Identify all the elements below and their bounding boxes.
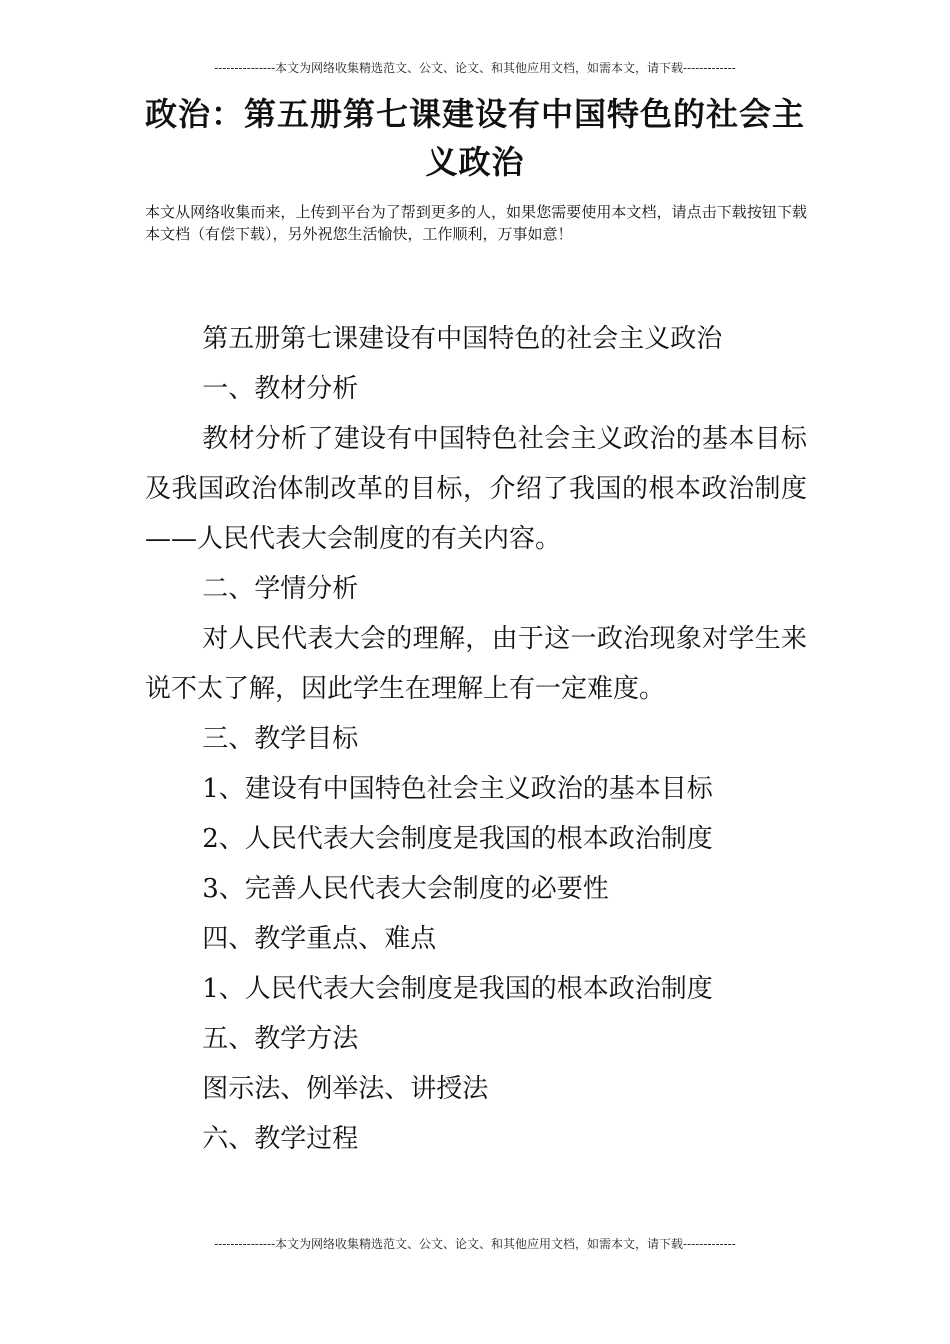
list-item-key-point-1: 1、人民代表大会制度是我国的根本政治制度 xyxy=(202,974,713,1004)
section-heading-teaching-goals: 三、教学目标 xyxy=(202,724,359,754)
document-title: 政治：第五册第七课建设有中国特色的社会主义政治 xyxy=(145,95,806,181)
section-heading-student-analysis: 二、学情分析 xyxy=(202,574,359,604)
paragraph-student-analysis: 对人民代表大会的理解，由于这一政治现象对学生来说不太了解，因此学生在理解上有一定难度。 xyxy=(145,624,807,704)
paragraph-textbook-analysis: 教材分析了建设有中国特色社会主义政治的基本目标及我国政治体制改革的目标，介绍了我国的根本政治制度——人民代表大会制度的有关内容。 xyxy=(145,424,807,554)
intro-notice: 本文从网络收集而来，上传到平台为了帮到更多的人，如果您需要使用本文档，请点击下载按钮下载本文档（有偿下载），另外祝您生活愉快，工作顺利，万事如意！ xyxy=(145,203,807,243)
list-item-goal-1: 1、建设有中国特色社会主义政治的基本目标 xyxy=(202,774,713,804)
section-heading-teaching-process: 六、教学过程 xyxy=(202,1124,359,1154)
list-item-goal-2: 2、人民代表大会制度是我国的根本政治制度 xyxy=(202,824,713,854)
section-heading-key-points: 四、教学重点、难点 xyxy=(202,924,437,954)
section-heading-textbook-analysis: 一、教材分析 xyxy=(202,374,359,404)
page-footer: ---------------本文为网络收集精选范文、公文、论文、和其他应用文档，如需本文，请下载------------- xyxy=(214,1237,736,1251)
paragraph-teaching-methods: 图示法、例举法、讲授法 xyxy=(202,1074,489,1104)
section-heading-teaching-methods: 五、教学方法 xyxy=(202,1024,359,1054)
list-item-goal-3: 3、完善人民代表大会制度的必要性 xyxy=(202,874,609,904)
page-header: ---------------本文为网络收集精选范文、公文、论文、和其他应用文档，如需本文，请下载------------- xyxy=(214,61,736,75)
document-body xyxy=(145,314,807,1164)
lesson-heading: 第五册第七课建设有中国特色的社会主义政治 xyxy=(202,324,723,354)
